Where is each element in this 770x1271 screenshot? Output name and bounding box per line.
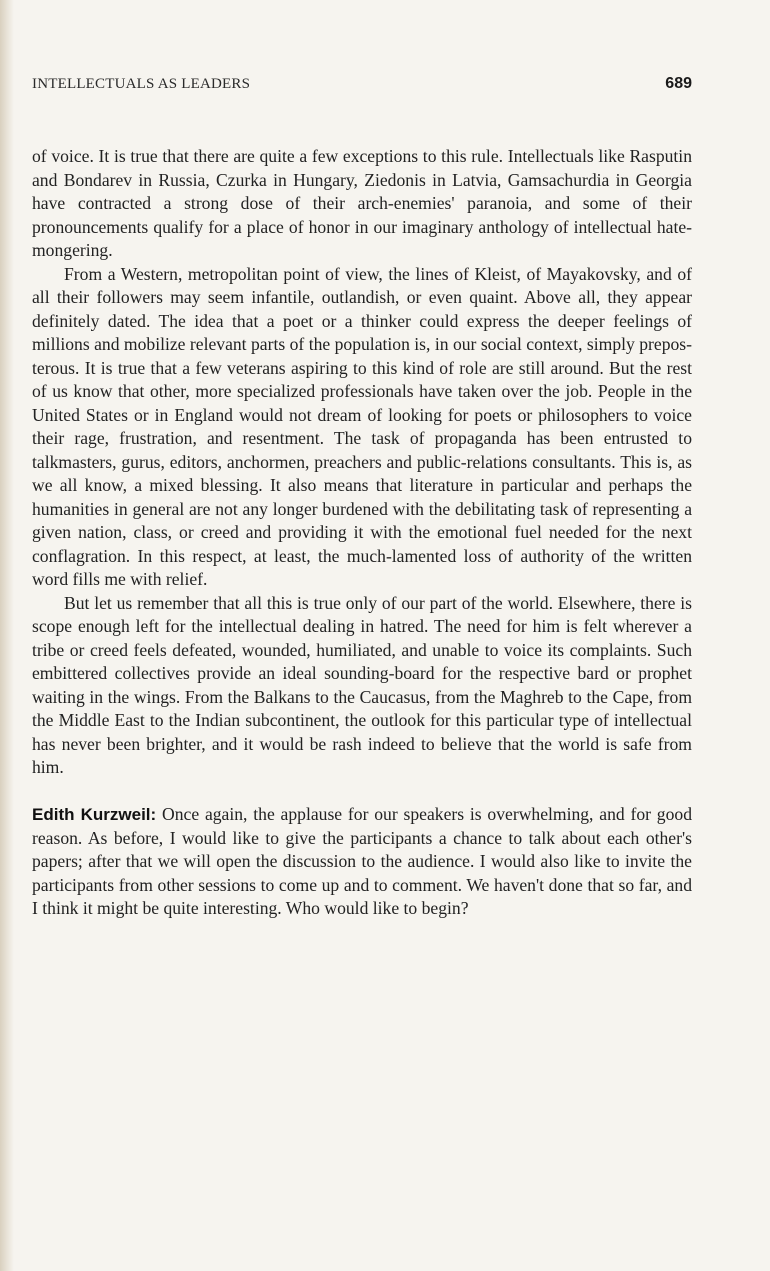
speaker-text: Once again, the applause for our speakers is overwhelming, and for good reason. As before, I would like to give the participants a chance to talk about each other's papers; after that we will open the discussion to the audience. I would also like to invite the participants from other sessions to come up and to comment. We haven't done that so far, and I think it might be quite interesting. Who would like to begin? [32,804,692,918]
running-title: INTELLECTUALS AS LEADERS [32,76,251,92]
speaker-paragraph [32,803,692,921]
page-number: 689 [665,75,692,92]
speaker-name: Edith Kurzweil: [32,805,157,824]
paragraph-continued: of voice. It is true that there are quite a few exceptions to this rule. Intellectuals like Rasputin and Bondarev in Russia, Czurka in Hungary, Ziedonis in Latvia, Gamsachurdia in Georgia have contracted a strong dose of their arch-enemies' paranoia, and some of their pronouncements qualify for a place of honor in our imaginary anthology of intellectual hate-mongering. [32,146,692,260]
page-spine-shadow [0,0,14,1271]
paragraph-western-view: From a Western, metropolitan point of view, the lines of Kleist, of Mayakovsky, and of all their followers may seem infantile, outlandish, or even quaint. Above all, they appear definitely dated. The idea that a poet or a thinker could express the deeper feelings of millions and mobilize relevant parts of the population is, in our social context, simply preposterous. It is true that a few veterans aspiring to this kind of role are still around. But the rest of us know that other, more specialized professionals have taken over the job. People in the United States or in England would not dream of looking for poets or philosophers to voice their rage, frustration, and resentment. The task of propaganda has been entrusted to talkmasters, gurus, editors, anchormen, preachers and public-relations consultants. This is, as we all know, a mixed blessing. It also means that literature in particular and perhaps the humanities in general are not any longer burdened with the debilitating task of representing a given nation, class, or creed and providing it with the emotional fuel needed for the next conflagration. In this respect, at least, the much-lamented loss of authority of the written word fills me with relief. [32,263,692,589]
body-text [32,145,692,921]
paragraph-elsewhere: But let us remember that all this is true only of our part of the world. Elsewhere, there is scope enough left for the intellectual dealing in hatred. The need for him is felt wherever a tribe or creed feels defeated, wounded, humiliated, and unable to voice its complaints. Such embittered collectives provide an ideal sounding-board for the respective bard or prophet waiting in the wings. From the Balkans to the Caucasus, from the Maghreb to the Cape, from the Middle East to the Indian subcontinent, the outlook for this particular type of intellectual has never been brighter, and it would be rash indeed to believe that the world is safe from him. [32,592,692,777]
running-head [32,76,692,98]
